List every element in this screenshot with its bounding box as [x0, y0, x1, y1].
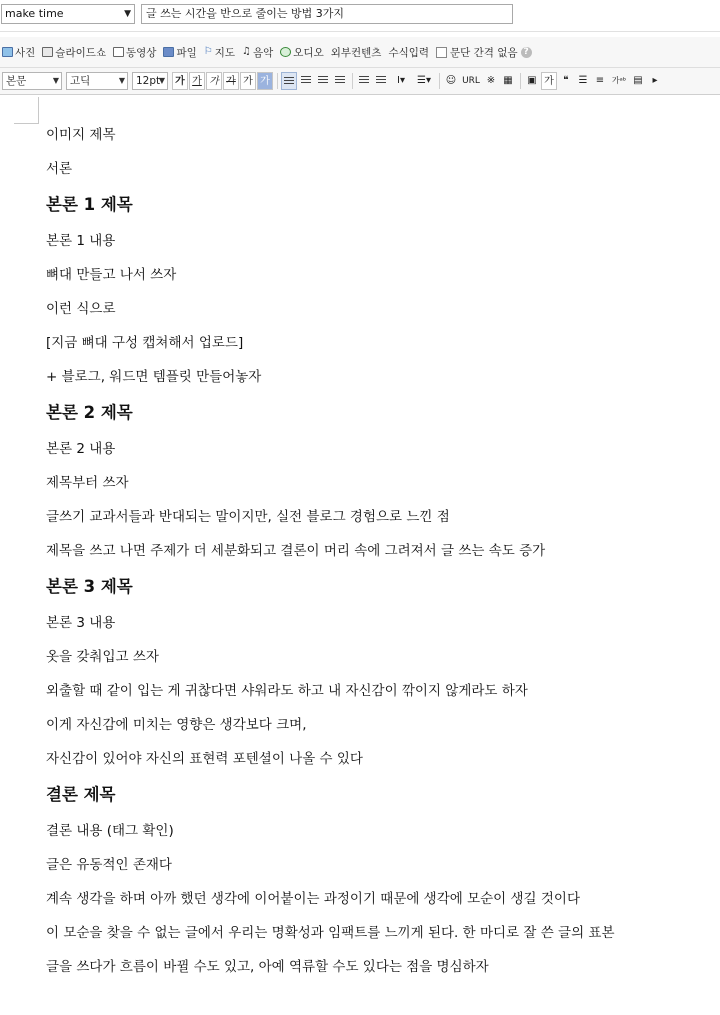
paragraph-style-value: 본문 [6, 75, 27, 87]
text-line: 외출할 때 같이 입는 게 귀찮다면 샤워라도 하고 내 자신감이 깎이지 않게라도 하자 [46, 683, 528, 699]
text-line: 제목부터 쓰자 [46, 475, 129, 491]
insert-slideshow-label: 슬라이드쇼 [55, 46, 107, 59]
photo-icon [2, 47, 13, 57]
text-line: 옷을 갖춰입고 쓰자 [46, 649, 159, 665]
line-spacing-button[interactable]: Ⅰ▾ [397, 75, 405, 86]
text-line: 결론 내용 (태그 확인) [46, 823, 174, 839]
chevron-down-icon: ▼ [158, 76, 165, 85]
url-button[interactable]: URL [462, 76, 480, 86]
toolbar-divider [277, 73, 278, 89]
chevron-down-icon: ▼ [52, 76, 59, 85]
text-line: 이미지 제목 [46, 127, 116, 143]
headphones-icon: ♫ [242, 46, 251, 57]
text-line: 본론 2 내용 [46, 441, 116, 457]
category-value: make time [5, 7, 64, 20]
list-button[interactable]: ☰▾ [417, 75, 431, 86]
post-header [0, 0, 720, 32]
insert-map-button[interactable] [204, 45, 235, 60]
chevron-down-icon: ▼ [124, 9, 131, 19]
spell-check-button[interactable]: 가ᵃᵇ [611, 76, 627, 85]
outdent-button[interactable] [373, 72, 389, 90]
underline-button[interactable]: 가 [189, 72, 205, 90]
table-button[interactable]: ▦ [503, 75, 513, 86]
text-line: 이게 자신감에 미치는 영향은 생각보다 크며, [46, 717, 307, 733]
indent-icon [359, 76, 369, 85]
insert-file-button[interactable] [163, 45, 196, 60]
text-line: + 블로그, 워드면 템플릿 만들어놓자 [46, 369, 262, 385]
slideshow-icon [42, 47, 53, 57]
outdent-icon [376, 76, 386, 85]
insert-audio-label: 오디오 [293, 46, 324, 59]
insert-music-label: 음악 [252, 46, 274, 59]
category-select[interactable] [1, 4, 135, 24]
insert-video-button[interactable] [113, 45, 156, 60]
text-line: 글을 쓰다가 흐름이 바뀔 수도 있고, 아예 역류할 수도 있다는 점을 명심하자 [46, 959, 489, 975]
no-paragraph-spacing-toggle[interactable] [436, 45, 532, 60]
insert-video-label: 동영상 [126, 46, 157, 59]
map-icon: ⚐ [203, 46, 213, 57]
insert-music-button[interactable] [242, 45, 273, 60]
font-size-select[interactable] [132, 72, 168, 90]
align-left-icon [284, 77, 294, 86]
more-icon[interactable]: ▸ [652, 75, 658, 86]
italic-button[interactable]: 가 [206, 72, 222, 90]
toolbar-divider [520, 73, 521, 89]
section-heading: 본론 2 제목 [46, 403, 133, 422]
insert-slideshow-button[interactable] [42, 45, 106, 60]
font-color-button[interactable]: 가 [240, 72, 256, 90]
highlight-color-button[interactable]: 가 [257, 72, 273, 90]
quote-icon[interactable]: ❝ [563, 75, 569, 86]
font-select[interactable] [66, 72, 128, 90]
insert-formula-label: 수식입력 [388, 46, 430, 59]
align-left-button[interactable] [281, 72, 297, 90]
editor-area[interactable] [0, 95, 720, 1015]
emoticon-button[interactable]: ☺ [445, 75, 457, 86]
align-justify-icon [335, 76, 345, 85]
help-icon[interactable]: ? [521, 47, 532, 58]
insert-external-label: 외부컨텐츠 [330, 46, 382, 59]
box-button[interactable]: ▣ [527, 75, 537, 86]
strikethrough-button[interactable]: 가 [223, 72, 239, 90]
text-box-button[interactable]: 가 [541, 72, 557, 90]
chevron-down-icon: ▼ [118, 76, 125, 85]
audio-icon [280, 47, 291, 57]
insert-photo-label: 사진 [15, 46, 36, 59]
align-center-icon [301, 76, 311, 85]
insert-external-content-button[interactable] [331, 45, 382, 60]
no-paragraph-spacing-label: 문단 간격 없음 [450, 46, 518, 59]
horizontal-line-button[interactable]: ☰ [578, 75, 588, 86]
text-line: 이런 식으로 [46, 301, 116, 317]
insert-toolbar [0, 37, 720, 68]
text-line: 제목을 쓰고 나면 주제가 더 세분화되고 결론이 머리 속에 그려져서 글 쓰는 속도 증가 [46, 543, 546, 559]
toolbar-divider [352, 73, 353, 89]
section-heading: 본론 1 제목 [46, 195, 133, 214]
align-right-icon [318, 76, 328, 85]
insert-formula-button[interactable] [388, 45, 429, 60]
video-icon [113, 47, 124, 57]
insert-audio-button[interactable] [280, 45, 323, 60]
text-line: 서론 [46, 161, 73, 177]
save-icon[interactable]: ▤ [633, 75, 643, 86]
font-size-value: 12pt [136, 75, 161, 87]
text-line: 뼈대 만들고 나서 쓰자 [46, 267, 177, 283]
format-toolbar [0, 68, 720, 95]
toolbar-divider [439, 73, 440, 89]
insert-photo-button[interactable] [2, 45, 35, 60]
font-value: 고딕 [70, 75, 91, 87]
text-line: 계속 생각을 하며 아까 했던 생각에 이어붙이는 과정이기 때문에 생각에 모순이 생길 것이다 [46, 891, 581, 907]
text-line: 이 모순을 찾을 수 없는 글에서 우리는 명확성과 임팩트를 느끼게 된다. 한 마디로 잘 쓴 글의 표본 [46, 925, 615, 941]
special-char-button[interactable]: ※ [486, 75, 496, 86]
text-line: 글쓰기 교과서들과 반대되는 말이지만, 실전 블로그 경험으로 느낀 점 [46, 509, 450, 525]
bold-button[interactable]: 가 [172, 72, 188, 90]
paragraph-style-select[interactable] [2, 72, 62, 90]
align-center-button[interactable] [298, 72, 314, 90]
insert-file-label: 파일 [176, 46, 197, 59]
insert-map-label: 지도 [214, 46, 236, 59]
indent-button[interactable] [356, 72, 372, 90]
file-icon [163, 47, 174, 57]
text-line: 본론 3 내용 [46, 615, 116, 631]
text-line: 자신감이 있어야 자신의 표현력 포텐셜이 나올 수 있다 [46, 751, 363, 767]
text-line: 본론 1 내용 [46, 233, 116, 249]
text-line: 글은 유동적인 존재다 [46, 857, 172, 873]
divider-button[interactable]: ≡ [595, 75, 605, 86]
editor-content[interactable] [46, 123, 718, 989]
align-justify-button[interactable] [332, 72, 348, 90]
text-line: [지금 뼈대 구성 캡쳐해서 업로드] [46, 335, 244, 351]
page-corner-marker [14, 97, 39, 124]
title-input[interactable]: 글 쓰는 시간을 반으로 줄이는 방법 3가지 [141, 4, 513, 24]
section-heading: 결론 제목 [46, 785, 116, 804]
align-right-button[interactable] [315, 72, 331, 90]
section-heading: 본론 3 제목 [46, 577, 133, 596]
checkbox-icon[interactable] [436, 47, 447, 58]
